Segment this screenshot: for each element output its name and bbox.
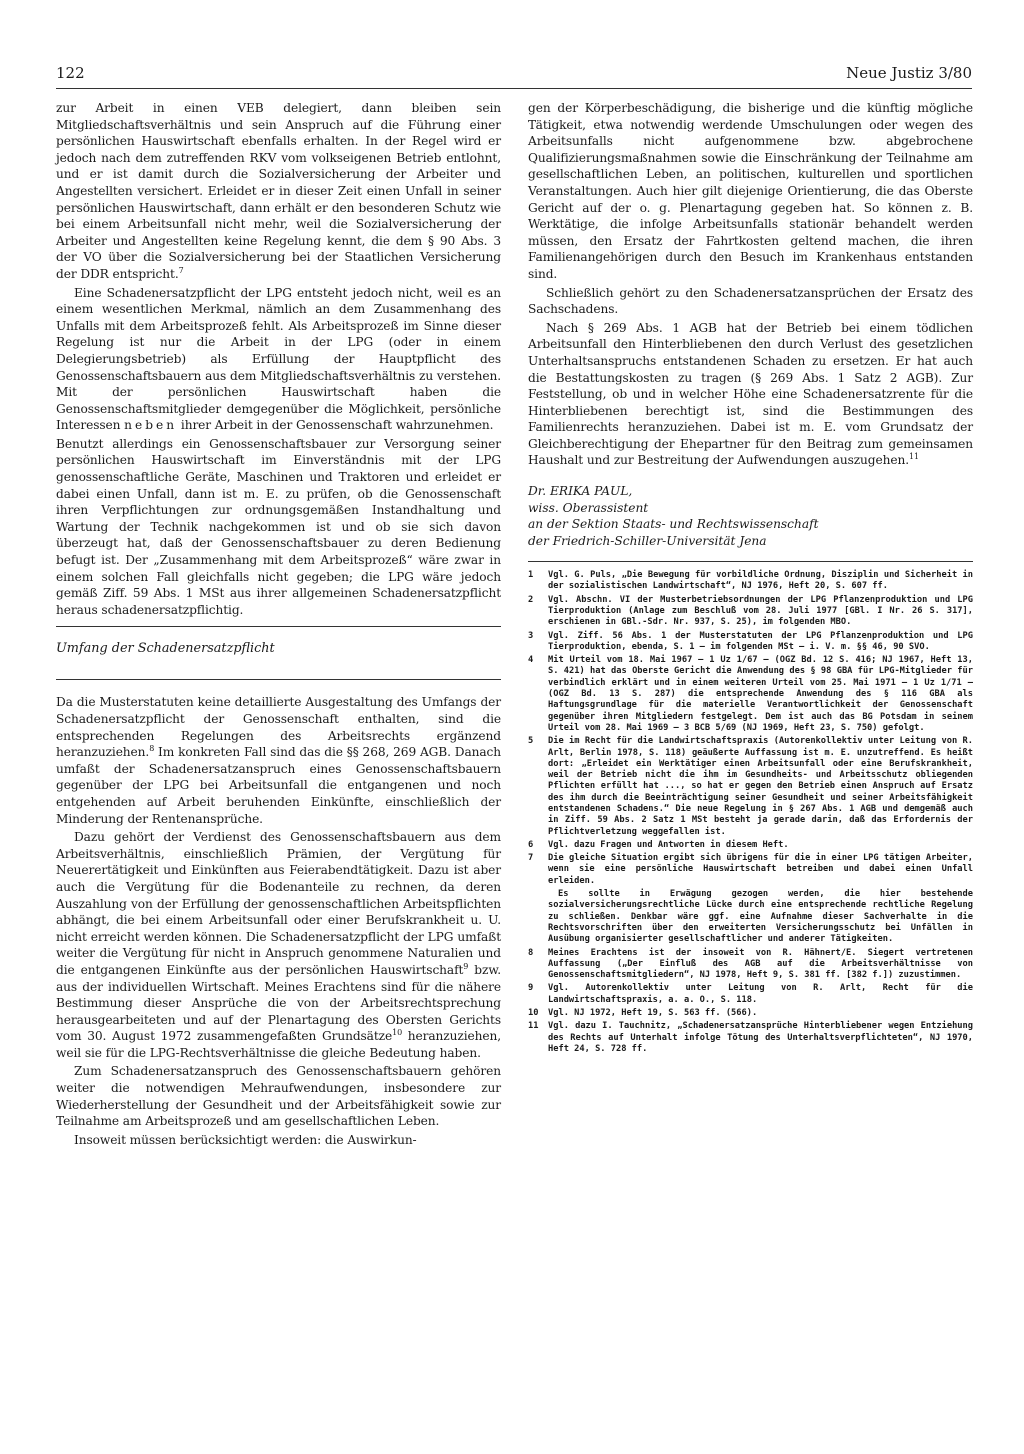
author-affiliation: an der Sektion Staats- und Rechtswissenschaft xyxy=(528,517,819,532)
footnote: 3 Vgl. Ziff. 56 Abs. 1 der Musterstatuten der LPG Pflanzenproduktion und LPG Tierproduktion, ebenda, S. 1 – im folgenden MSt – i. V. m. §§ 46, 90 SVO. xyxy=(528,630,973,652)
footnote: 5 Die im Recht für die Landwirtschaftspraxis (Autorenkollektiv unter Leitung von R. Arlt, Berlin 1978, S. 118) geäußerte Auffassung ist m. E. unzutreffend. Es heißt dort: „Erleidet ein Werktätiger einen Arbeitsunfall oder eine Berufskrankheit, weil der Betrieb nicht die ihm im Gesundheits- und Arbeitsschutz obliegenden Pflichten erfüllt hat ..., so hat er gegen den Betrieb einen Anspruch auf Ersatz des ihm durch die Beeinträchtigung seiner Gesundheit und seiner Arbeitsfähigkeit entstandenen Schadens.“ Die neue Regelung in § 267 Abs. 1 AGB und demgemäß auch in Ziff. 59 Abs. 2 Satz 1 MSt besteht ja gerade darin, daß das Erfordernis der Pflichtverletzung weggefallen ist. xyxy=(528,736,973,837)
footnote-continuation: Es sollte in Erwägung gezogen werden, die hier bestehende sozialversicherungsrechtliche Lücke durch eine entsprechende rechtliche Regelung zu schließen. Denkbar wäre ggf. eine Aufnahme dieser Sachverhalte in die Rechtsvorschriften über den erweiterten Versicherungsschutz bei Unfällen in Ausübung organisierter gesellschaftlicher und anderer Tätigkeiten. xyxy=(548,889,973,945)
footnote-ref[interactable]: 9 xyxy=(463,961,469,971)
paragraph: Dazu gehört der Verdienst des Genossenschaftsbauern aus dem Arbeitsverhältnis, einschließlich Prämien, der Vergütung für Neuerertätigkeit und Einkünften aus Feierabendtätigkeit. Dazu ist aber auch die Vergütung für die Bodenanteile zu rechnen, da deren Auszahlung von der Erfüllung der genossenschaftlichen Arbeitspflichten abhängt, die bei einem Arbeitsunfall oder einer Berufskrankheit u. U. nicht erreicht werden können. Die Schadenersatzpflicht der LPG umfaßt weiter die Vergütung für nicht in Anspruch genommene Naturalien und die entgangenen Einkünfte aus der persönlichen Hauswirtschaft$^9$ bzw. aus der individuellen Wirtschaft. Meines Erachtens sind für die nähere Bestimmung dieser Ansprüche die von der Arbeitsrechtsprechung herausgearbeiteten und auf der Plenartagung des Obersten Gerichts vom 30. August 1972 zusammengefaßten Grundsätze$^{10}$ heranzuziehen, weil sie für die LPG-Rechtsverhältnisse die gleiche Bedeutung haben. xyxy=(56,830,501,1060)
footnote-ref[interactable]: 11 xyxy=(909,452,919,462)
paragraph: Insoweit müssen berücksichtigt werden: die Auswirkun- xyxy=(74,1132,417,1147)
footnote-ref[interactable]: 10 xyxy=(392,1028,403,1038)
paragraph: gen der Körperbeschädigung, die bisherige und die künftig mögliche Tätigkeit, etwa notwendig werdende Umschulungen oder wegen des Arbeitsunfalls nicht aufgenommene bzw. abgebrochene Qualifizierungsmaßnahmen sowie die Einschränkung der Teilnahme am gesellschaftlichen Leben, an politischen, kulturellen und sportlichen Veranstaltungen. Auch hier gilt diejenige Orientierung, die das Oberste Gericht auf der o. g. Plenartagung gegeben hat. So können z. B. Werktätige, die infolge Arbeitsunfalls stationär behandelt werden müssen, den Ersatz der Fahrtkosten geltend machen, die ihren Familienangehörigen durch den Besuch im Krankenhaus entstanden sind. xyxy=(528,101,973,281)
author-name: Dr. ERIKA PAUL, xyxy=(528,484,633,499)
paragraph: Da die Musterstatuten keine detaillierte Ausgestaltung des Umfangs der Schadenersatzpflicht der Genossenschaft enthalten, sind die entsprechenden Regelungen des Arbeitsrechts ergänzend heranzuziehen.$^8$ Im konkreten Fall sind das die §§ 268, 269 AGB. Danach umfaßt der Schadenersatzanspruch eines Genossenschaftsbauern gegenüber der LPG bei Arbeitsunfall die entgangenen und noch entgehenden auf Arbeit beruhenden Einkünfte, einschließlich der Minderung der Rentenansprüche. xyxy=(56,695,501,826)
footnote: 6 Vgl. dazu Fragen und Antworten in diesem Heft. xyxy=(528,839,789,850)
author-title: wiss. Oberassistent xyxy=(528,500,649,515)
footnote-ref[interactable]: 7 xyxy=(178,265,184,275)
footnote: 11 Vgl. dazu I. Tauchnitz, „Schadenersatzansprüche Hinterbliebener wegen Entziehung des Rechts auf Unterhalt infolge Tötung des Unterhaltsverpflichteten“, NJ 1970, Heft 24, S. 728 ff. xyxy=(528,1021,973,1054)
author-signature xyxy=(528,483,973,549)
paragraph: Nach § 269 Abs. 1 AGB hat der Betrieb bei einem tödlichen Arbeitsunfall den Hinterbliebenen den durch Verlust des gesetzlichen Unterhaltsanspruchs entstandenen Schaden zu ersetzen. Er hat auch die Bestattungskosten zu tragen (§ 269 Abs. 1 Satz 2 AGB). Zur Feststellung, ob und in welcher Höhe eine Schadenersatzrente für die Hinterbliebenen berechtigt ist, sind die Bestimmungen des Familienrechts heranzuziehen. Dabei ist m. E. vom Grundsatz der Gleichberechtigung der Ehepartner für den Beitrag zum gemeinsamen Haushalt und zur Bestreitung der Aufwendungen auszugehen.$^{11}$ xyxy=(528,320,973,468)
page-number: 122 xyxy=(56,64,85,82)
footnote-ref[interactable]: 8 xyxy=(149,744,155,754)
paragraph: zur Arbeit in einen VEB delegiert, dann bleiben sein Mitgliedschaftsverhältnis und sein Anspruch auf die Führung einer persönlichen Hauswirtschaft ebenfalls erhalten. In der Regel wird er jedoch nach dem zutreffenden RKV vom volkseigenen Betrieb entlohnt, und er ist damit durch die Sozialversicherung der Arbeiter und Angestellten versichert. Erleidet er in dieser Zeit einen Unfall in seiner persönlichen Hauswirtschaft, dann erhält er den besonderen Schutz wie bei einem Arbeitsunfall nicht mehr, weil die Sozialversicherung der Arbeiter und Angestellten keine Regelung kennt, die dem § 90 Abs. 3 der VO über die Sozialversicherung bei der Staatlichen Versicherung der DDR entspricht.$^7$ xyxy=(56,101,501,281)
section-divider xyxy=(56,626,501,627)
footnote: 4 Mit Urteil vom 18. Mai 1967 – 1 Uz 1/67 – (OGZ Bd. 12 S. 416; NJ 1967, Heft 13, S. 421) hat das Oberste Gericht die Anwendung des § 98 GBA für LPG-Mitglieder für verbindlich erklärt und in einem weiteren Urteil vom 25. Mai 1971 – 1 Uz 1/71 – (OGZ Bd. 13 S. 287) die entsprechende Anwendung des § 116 GBA als Haftungsgrundlage für die materielle Verantwortlichkeit der Genossenschaft gegenüber ihren Mitgliedern festgelegt. Dem ist auch das BG Potsdam in seinem Urteil vom 28. Mai 1969 – 3 BCB 5/69 (NJ 1969, Heft 23, S. 750) gefolgt. xyxy=(528,655,973,733)
paragraph: Zum Schadenersatzanspruch des Genossenschaftsbauern gehören weiter die notwendigen Mehraufwendungen, insbesondere zur Wiederherstellung der Gesundheit und der Arbeitsfähigkeit sowie zur Teilnahme am Arbeitsprozeß und am gesellschaftlichen Leben. xyxy=(56,1064,501,1129)
author-institution: der Friedrich-Schiller-Universität Jena xyxy=(528,533,767,548)
paragraph: Eine Schadenersatzpflicht der LPG entsteht jedoch nicht, weil es an einem wesentlichen Merkmal, nämlich an dem Zusammenhang des Unfalls mit dem Arbeitsprozeß fehlt. Als Arbeitsprozeß im Sinne dieser Regelung ist nur die Arbeit in der LPG (oder in einem Delegierungsbetrieb) als Erfüllung der Hauptpflicht des Genossenschaftsbauern aus dem Mitgliedschaftsverhältnis zu verstehen. Mit der persönlichen Hauswirtschaft haben die Genossenschaftsmitglieder demgegenüber die Möglichkeit, persönliche Interessen neben ihrer Arbeit in der Genossenschaft wahrzunehmen. xyxy=(56,285,501,433)
section-heading-block xyxy=(56,639,501,680)
footnote: 10 Vgl. NJ 1972, Heft 19, S. 563 ff. (566). xyxy=(528,1008,758,1019)
journal-title: Neue Justiz 3/80 xyxy=(846,64,972,82)
footnote: 8 Meines Erachtens ist der insoweit von R. Hähnert/E. Siegert vertretenen Auffassung („Der Einfluß des AGB auf die Arbeitsverhältnisse von Genossenschaftsmitgliedern“, NJ 1978, Heft 9, S. 381 ff. [382 f.]) zuzustimmen. xyxy=(528,947,973,981)
footnote-divider xyxy=(528,561,973,562)
page-header xyxy=(56,60,972,89)
paragraph: Schließlich gehört zu den Schadenersatzansprüchen der Ersatz des Sachschadens. xyxy=(528,285,973,317)
footnote: 7 Die gleiche Situation ergibt sich übrigens für die in einer LPG tätigen Arbeiter, wenn sie eine persönliche Hauswirtschaft betreiben und dabei einen Unfall erleiden. xyxy=(528,853,973,886)
footnote: 2 Vgl. Abschn. VI der Musterbetriebsordnungen der LPG Pflanzenproduktion und LPG Tierproduktion (Anlage zum Beschluß vom 28. Juli 1977 [GBl. I Nr. 26 S. 317], erschienen in GBl.-Sdr. Nr. 937, S. 25), im folgenden MBO. xyxy=(528,594,973,628)
footnote: 9 Vgl. Autorenkollektiv unter Leitung von R. Arlt, Recht für die Landwirtschaftspraxis, a. a. O., S. 118. xyxy=(528,983,973,1005)
page xyxy=(56,60,972,1440)
left-column xyxy=(56,100,501,1150)
paragraph: Benutzt allerdings ein Genossenschaftsbauer zur Versorgung seiner persönlichen Hauswirtschaft im Einverständnis mit der LPG genossenschaftliche Geräte, Maschinen und Traktoren und erleidet er dabei einen Unfall, dann ist m. E. zu prüfen, ob die Genossenschaft ihren Verpflichtungen zur ordnungsgemäßen Instandhaltung und Wartung der Technik nachgekommen ist und ob sie sich davon überzeugt hat, daß der Genossenschaftsbauer zu deren Bedienung befugt ist. Der „Zusammenhang mit dem Arbeitsprozeß“ wäre zwar in einem solchen Fall gleichfalls nicht gegeben; die LPG wäre jedoch gemäß Ziff. 59 Abs. 1 MSt aus ihrer allgemeinen Schadenersatzpflicht heraus schadenersatzpflichtig. xyxy=(56,436,501,617)
right-column xyxy=(528,100,973,1057)
section-heading: Umfang der Schadenersatzpflicht xyxy=(56,641,275,657)
footnote: 1 Vgl. G. Puls, „Die Bewegung für vorbildliche Ordnung, Disziplin und Sicherheit in der sozialistischen Landwirtschaft“, NJ 1976, Heft 20, S. 607 ff. xyxy=(528,570,973,592)
footnotes xyxy=(528,570,973,1055)
